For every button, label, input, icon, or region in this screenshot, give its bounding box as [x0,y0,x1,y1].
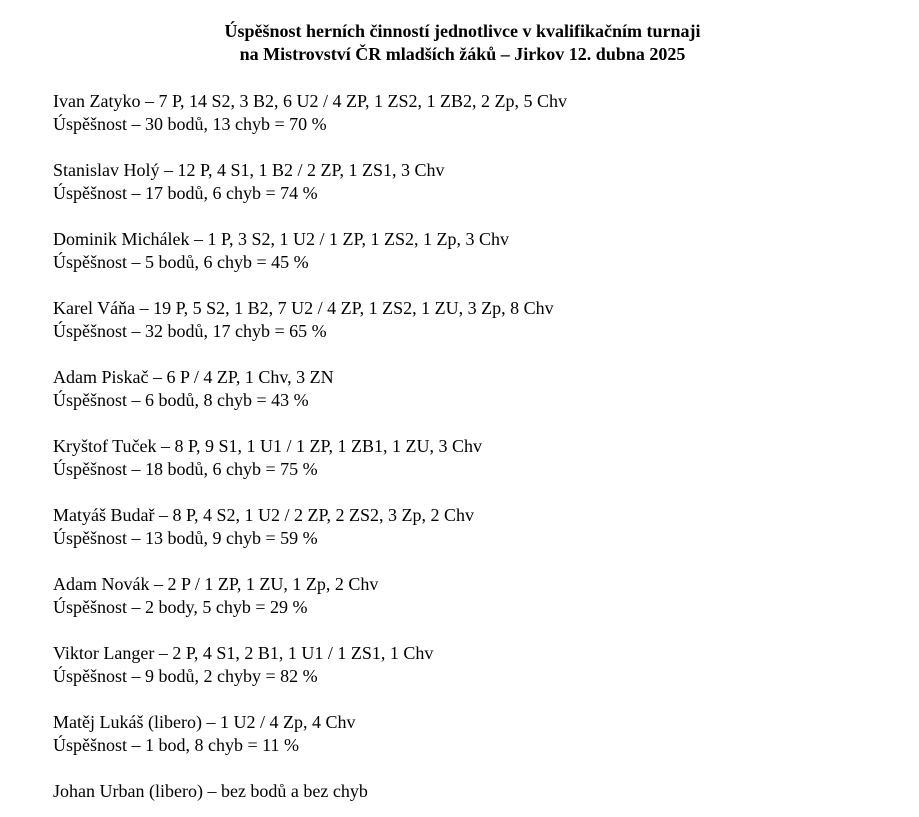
player-entry [53,297,893,343]
player-success-line: Úspěšnost – 30 bodů, 13 chyb = 70 % [53,114,327,134]
player-entry [53,573,893,619]
player-success-line: Úspěšnost – 6 bodů, 8 chyb = 43 % [53,390,309,410]
player-success-line: Úspěšnost – 5 bodů, 6 chyb = 45 % [53,252,309,272]
player-entry [53,711,893,757]
player-entry [53,159,893,205]
player-stats-line: Adam Novák – 2 P / 1 ZP, 1 ZU, 1 Zp, 2 Chv [53,574,379,594]
player-entry [53,504,893,550]
document-title-line-1: Úspěšnost herních činností jednotlivce v kvalifikačním turnaji [224,21,701,41]
player-stats-line: Matěj Lukáš (libero) – 1 U2 / 4 Zp, 4 Chv [53,712,356,732]
player-success-line: Úspěšnost – 13 bodů, 9 chyb = 59 % [53,528,318,548]
player-success-line: Úspěšnost – 2 body, 5 chyb = 29 % [53,597,308,617]
document-title-line-2: na Mistrovství ČR mladších žáků – Jirkov 12. dubna 2025 [239,44,686,64]
player-success-line: Úspěšnost – 17 bodů, 6 chyb = 74 % [53,183,318,203]
player-success-line: Úspěšnost – 18 bodů, 6 chyb = 75 % [53,459,318,479]
player-stats-line: Viktor Langer – 2 P, 4 S1, 2 B1, 1 U1 / 1 ZS1, 1 Chv [53,643,434,663]
player-stats-line: Matyáš Budař – 8 P, 4 S2, 1 U2 / 2 ZP, 2 ZS2, 3 Zp, 2 Chv [53,505,475,525]
player-success-line: Úspěšnost – 1 bod, 8 chyb = 11 % [53,735,299,755]
player-stats-line: Karel Váňa – 19 P, 5 S2, 1 B2, 7 U2 / 4 ZP, 1 ZS2, 1 ZU, 3 Zp, 8 Chv [53,298,554,318]
player-entry [53,90,893,136]
player-entry [53,228,893,274]
player-success-line: Úspěšnost – 9 bodů, 2 chyby = 82 % [53,666,318,686]
player-stats-line: Dominik Michálek – 1 P, 3 S2, 1 U2 / 1 ZP, 1 ZS2, 1 Zp, 3 Chv [53,229,510,249]
player-stats-line: Adam Piskač – 6 P / 4 ZP, 1 Chv, 3 ZN [53,367,334,387]
player-stats-line: Johan Urban (libero) – bez bodů a bez chyb [53,781,368,801]
player-stats-line: Kryštof Tuček – 8 P, 9 S1, 1 U1 / 1 ZP, 1 ZB1, 1 ZU, 3 Chv [53,436,483,456]
player-success-line: Úspěšnost – 32 bodů, 17 chyb = 65 % [53,321,327,341]
player-entry [53,366,893,412]
player-stats-line: Ivan Zatyko – 7 P, 14 S2, 3 B2, 6 U2 / 4 ZP, 1 ZS2, 1 ZB2, 2 Zp, 5 Chv [53,91,568,111]
player-entry [53,780,893,803]
player-entry [53,642,893,688]
player-stats-line: Stanislav Holý – 12 P, 4 S1, 1 B2 / 2 ZP, 1 ZS1, 3 Chv [53,160,445,180]
player-entry [53,435,893,481]
